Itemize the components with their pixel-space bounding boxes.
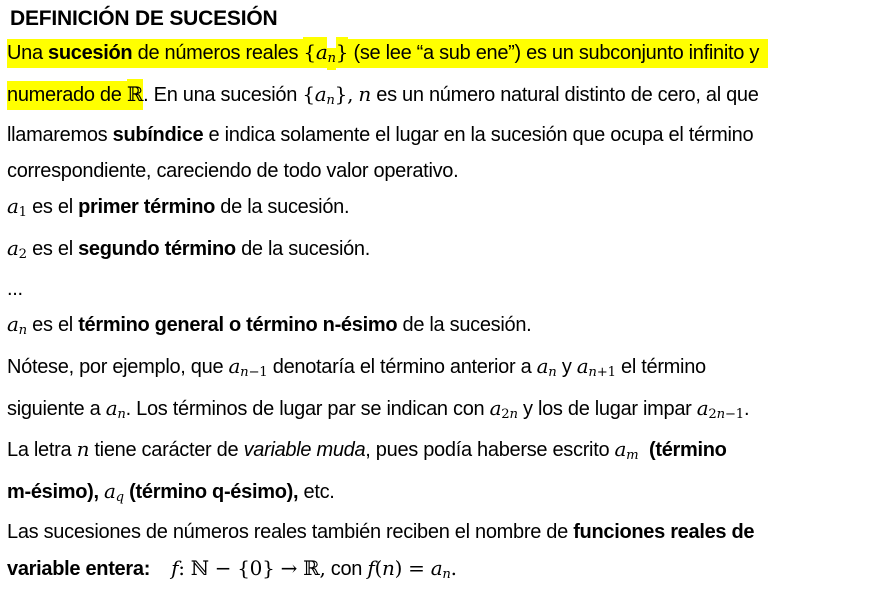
text-run: n [117,406,126,422]
text-run: . Los términos de lugar par se indican con [125,397,490,420]
text-run [150,558,171,580]
text-run: n [442,566,451,582]
text-line [7,474,880,516]
text-run: 2 [18,246,27,262]
text-run: n [509,406,518,422]
text-run: subíndice [112,124,204,147]
text-run: n [548,365,557,381]
text-run: , pues podía haberse escrito [365,439,615,462]
text-line [7,154,880,189]
text-run [638,439,649,461]
text-line [7,35,880,77]
text-run: de la sucesión. [397,314,532,337]
text-run: (término [649,439,727,462]
text-run: a [105,395,118,420]
text-run: es el [26,195,79,218]
text-run: q [115,489,124,505]
text-run: y los de lugar impar [517,397,697,420]
text-run: término general o término n-ésimo [78,314,398,337]
text-run: tiene carácter de [89,439,244,462]
text-run: a [576,354,589,379]
text-run: es el [26,314,79,337]
text-run: n [327,48,335,70]
text-run: a [104,478,116,503]
text-run: −1 [248,365,268,381]
text-run: : [178,555,191,580]
text-run: es un número natural distinto de cero, al que [371,83,759,106]
text-run: a [430,555,443,580]
text-run: segundo término [78,237,236,260]
text-run: (se lee “a sub ene”) es un subconjunto infinito y [348,39,768,68]
text-run: . [450,555,457,580]
text-run: . [743,397,750,420]
text-run: a [614,437,627,462]
text-run: variable entera: [7,557,151,580]
text-run: 2 [708,406,717,422]
text-run: a [7,235,19,260]
text-run: n [326,92,335,108]
text-run: variable muda [243,439,366,462]
text-run: f [367,555,375,580]
text-run: ... [7,278,23,301]
text-line [7,77,880,119]
text-run: a [228,354,241,379]
text-run: m-ésimo), [7,480,99,503]
text-run: numerado de [7,81,127,110]
text-run: de la sucesión. [235,237,371,260]
text-run: − {0} → [208,555,304,580]
text-run: m [626,448,639,464]
text-run: etc. [298,480,335,503]
text-line [7,307,880,349]
text-run: 2 [501,406,510,422]
text-run: ℝ [127,79,143,110]
text-line [7,189,880,231]
text-run: La letra [7,439,77,462]
text-run: a [7,193,19,218]
text-run: } [336,37,348,68]
text-run: n [18,323,27,339]
text-run: Nótese, por ejemplo, que [7,356,229,379]
text-run: n [716,406,725,422]
text-run: +1 [596,365,616,381]
text-run: n [382,555,395,580]
text-run: de la sucesión. [215,195,350,218]
document-body [7,35,880,592]
text-run: n [240,365,249,381]
text-run: de números reales [132,39,303,68]
text-run: n [358,81,372,106]
text-run: ( [374,555,382,580]
text-run: a [696,395,709,420]
text-run: }, [334,81,354,106]
text-line [7,272,880,307]
text-run: ℝ [303,555,320,580]
text-run: a [536,354,549,379]
text-run: denotaría el término anterior a [267,356,537,379]
text-run: a [316,37,328,68]
text-run: a [489,395,502,420]
text-run: y [556,356,577,379]
text-run: Las sucesiones de números reales también reciben el nombre de [7,521,574,544]
page-title: DEFINICIÓN DE SUCESIÓN [10,7,278,30]
text-run: correspondiente, careciendo de todo valor operativo. [7,159,459,182]
text-run: . En una sucesión [143,83,303,106]
text-run: con [325,557,368,580]
text-run: , [319,555,326,580]
text-line [7,515,880,550]
text-run: 1 [18,205,27,221]
text-run: = [402,555,431,580]
text-line [7,391,880,433]
text-line [7,118,880,153]
text-run: { [302,81,315,106]
text-run: n [76,437,90,462]
text-run: n [588,365,597,381]
text-run: (término q-ésimo), [129,480,299,503]
text-line [7,231,880,273]
text-run: Una [7,39,48,68]
text-run: sucesión [48,39,132,68]
text-run: ℕ [190,555,209,580]
text-line [7,432,880,474]
text-run: −1 [724,406,744,422]
text-run: llamaremos [7,124,113,147]
text-run: { [303,37,315,68]
text-run: f [171,555,179,580]
text-run: a [7,312,19,337]
text-run: e indica solamente el lugar en la sucesión que ocupa el término [203,124,754,147]
text-run: a [314,81,327,106]
text-line [7,551,880,592]
text-run: primer término [78,195,216,218]
text-run: el término [615,356,706,379]
text-run: ) [394,555,403,580]
text-run: siguiente a [7,397,106,420]
text-line [7,349,880,391]
text-run: funciones reales de [573,521,755,544]
text-run: es el [26,237,79,260]
